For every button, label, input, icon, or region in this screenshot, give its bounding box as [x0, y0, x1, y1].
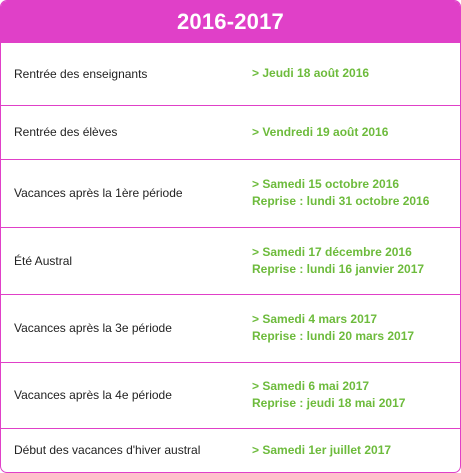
row-label: Vacances après la 1ère période — [1, 159, 244, 227]
row-date — [244, 105, 460, 159]
table-header — [1, 1, 460, 43]
row-label: Vacances après la 4e période — [1, 362, 244, 428]
table-title: 2016-2017 — [176, 9, 284, 34]
table-row — [1, 227, 460, 294]
row-date — [244, 362, 460, 428]
row-label: Rentrée des enseignants — [1, 43, 244, 105]
date-line: > Vendredi 19 août 2016 — [252, 124, 389, 139]
reprise-line: Reprise : jeudi 18 mai 2017 — [252, 396, 406, 410]
date-line: > Jeudi 18 août 2016 — [252, 66, 370, 81]
date-line: > Samedi 6 mai 2017 — [252, 379, 370, 393]
table-row — [1, 428, 460, 472]
table-row — [1, 362, 460, 428]
date-line: > Samedi 15 octobre 2016 — [252, 177, 400, 191]
row-date — [244, 227, 460, 294]
table-row — [1, 159, 460, 227]
row-date — [244, 428, 460, 472]
row-date — [244, 294, 460, 362]
row-label: Vacances après la 3e période — [1, 294, 244, 362]
row-date — [244, 43, 460, 105]
table-row — [1, 294, 460, 362]
table-row — [1, 43, 460, 105]
schedule-table — [1, 43, 460, 472]
reprise-line: Reprise : lundi 20 mars 2017 — [252, 329, 415, 343]
date-line: > Samedi 4 mars 2017 — [252, 312, 378, 326]
row-label: Début des vacances d'hiver austral — [14, 443, 201, 458]
row-date — [244, 159, 460, 227]
table-row — [1, 105, 460, 159]
reprise-line: Reprise : lundi 16 janvier 2017 — [252, 261, 425, 276]
row-label: Rentrée des élèves — [1, 105, 244, 159]
date-line: > Samedi 17 décembre 2016 — [252, 244, 412, 259]
reprise-line: Reprise : lundi 31 octobre 2016 — [252, 194, 430, 208]
row-label: Été Austral — [1, 227, 244, 294]
date-line: > Samedi 1er juillet 2017 — [252, 442, 392, 457]
